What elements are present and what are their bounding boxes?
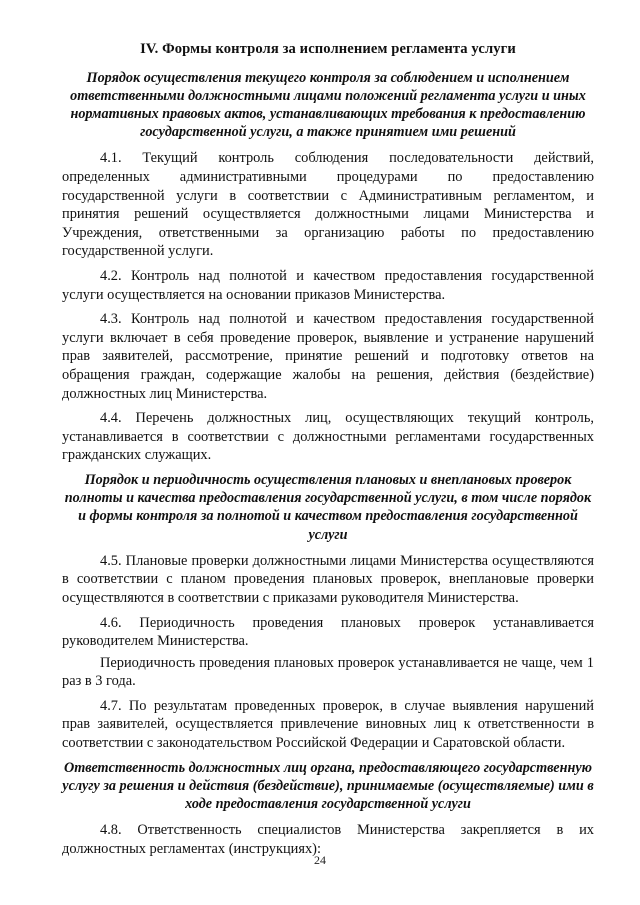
subheading-responsibility: Ответственность должностных лиц органа, предоставляющего государственную услугу за решения и действия (бездействие), принимаемые (осуществляемые) ими в ходе предоставления государственной услуги [62,759,594,813]
paragraph-4-7: 4.7. По результатам проведенных проверок, в случае выявления нарушений прав заявителей, осуществляется привлечение виновных лиц к ответственности в соответствии с законодательством Российской Федерации и Саратовской области. [62,697,594,752]
paragraph-4-3: 4.3. Контроль над полнотой и качеством предоставления государственной услуги включает в себя проведение проверок, выявление и устранение нарушений прав заявителей, рассмотрение, принятие решений и подготовку ответов на обращения граждан, содержащие жалобы на решения, действия (бездействие) должностных лиц Министерства. [62,311,594,402]
paragraph-4-2: 4.2. Контроль над полнотой и качеством предоставления государственной услуги осуществляется на основании приказов Министерства. [62,267,594,303]
subheading-current-control: Порядок осуществления текущего контроля за соблюдением и исполнением ответственными должностными лицами положений регламента услуги и иных нормативных правовых актов, устанавливающих требования к предоставлению государственной услуги, а также принятием ими решений [70,69,586,141]
paragraph-4-5: 4.5. Плановые проверки должностными лицами Министерства осуществляются в соответствии с планом проведения плановых проверок, внеплановые проверки осуществляются в соответствии с приказами руководителя Министерства. [62,552,594,606]
paragraph-4-8: 4.8. Ответственность специалистов Министерства закрепляется в их должностных регламентах (инструкциях): [62,822,594,857]
document-page [62,40,594,864]
paragraph-4-6: 4.6. Периодичность проведения плановых проверок устанавливается руководителем Министерства. [62,614,594,650]
section-title: IV. Формы контроля за исполнением регламента услуги [140,41,516,57]
paragraph-4-6-periodicity: Периодичность проведения плановых проверок устанавливается не чаще, чем 1 раз в 3 года. [62,654,594,690]
paragraph-4-1: 4.1. Текущий контроль соблюдения последовательности действий, определенных административными процедурами по предоставлению государственной услуги в соответствии с Административным регламентом, и принятия решений осуществляется должностными лицами Министерства и Учреждения, ответственными за организацию работы по предоставлению государственной услуги. [62,150,594,260]
page-number: 24 [314,853,326,867]
paragraph-4-4: 4.4. Перечень должностных лиц, осуществляющих текущий контроль, устанавливается в соответствии с должностными регламентами государственных гражданских служащих. [62,410,594,464]
subheading-inspections: Порядок и периодичность осуществления плановых и внеплановых проверок полноты и качества предоставления государственной услуги, в том числе порядок и формы контроля за полнотой и качеством предоставления государственной услуги [64,471,592,543]
